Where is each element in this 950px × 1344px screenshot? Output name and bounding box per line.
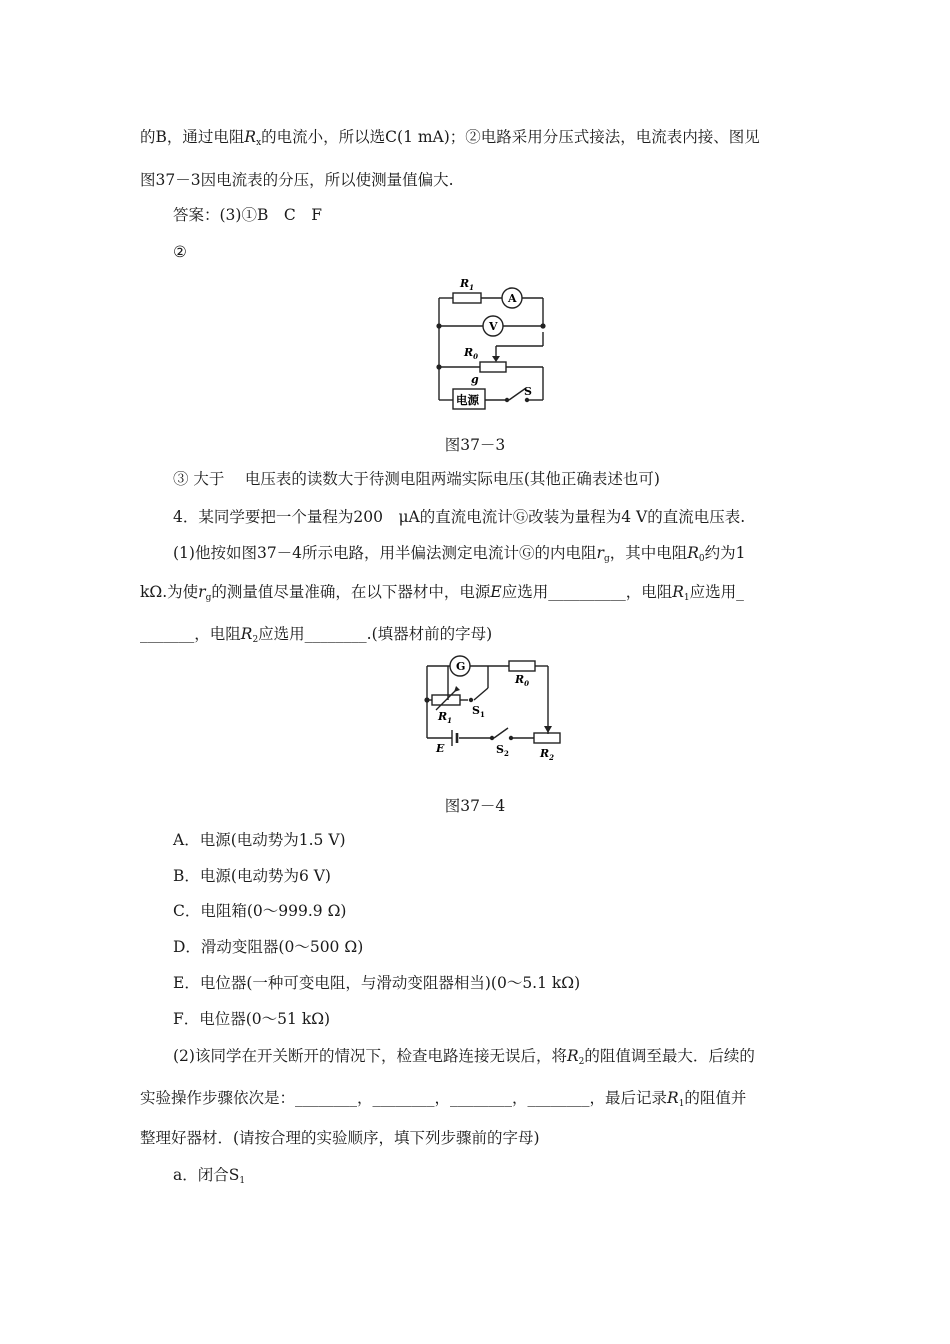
option-f: F．电位器(0～51 kΩ)	[173, 1010, 331, 1028]
r0-symbol: R	[687, 544, 699, 562]
q4-p1-l2-d: 应选用_	[689, 583, 744, 601]
answer-part3: ③ 大于 电压表的读数大于待测电阻两端实际电压(其他正确表述也可)	[173, 470, 660, 488]
fig1-g-label: g	[471, 373, 479, 386]
fig1-switch-label: S	[524, 385, 532, 398]
fig2-s1-label: $S_1$	[472, 704, 485, 719]
q4-p1-l2-c: 应选用__________，电阻	[501, 583, 673, 601]
voltmeter-label: V	[489, 320, 498, 333]
q4-p2-l1-b: 的阻值调至最大．后续的	[584, 1047, 755, 1065]
step-a	[173, 1165, 245, 1191]
p2-r2-symbol: R	[566, 1047, 579, 1065]
option-c: C．电阻箱(0～999.9 Ω)	[173, 902, 347, 920]
q4-p1-l2-a: kΩ.为使	[140, 583, 199, 601]
para1-line2: 图37－3因电流表的分压，所以使测量值偏大.	[140, 171, 454, 189]
fig2-e-label: E	[436, 742, 445, 755]
rg-subscript-2: g	[205, 593, 212, 603]
q4-p1-l3-b: 应选用________.(填器材前的字母)	[258, 625, 493, 643]
rg-symbol: r	[596, 544, 604, 562]
para1-line1-a: 的B，通过电阻	[140, 128, 245, 146]
q4-p1-l1-b: ，其中电阻	[609, 544, 688, 562]
option-b: B．电源(电动势为6 V)	[173, 867, 331, 885]
fig2-s2-label: $S_2$	[496, 743, 509, 758]
p2-r1-symbol: R	[667, 1089, 679, 1107]
rx-subscript: x	[256, 138, 262, 148]
option-e: E．电位器(一种可变电阻，与滑动变阻器相当)(0～5.1 kΩ)	[173, 974, 581, 992]
para1-line1-b: 的电流小，所以选C(1 mA)；②电路采用分压式接法，电流表内接、图见	[261, 128, 760, 146]
q4-part1-line3	[140, 624, 492, 650]
ammeter-label: A	[508, 292, 517, 305]
fig2-r2-label: $R_2$	[540, 747, 555, 762]
r0-subscript: 0	[698, 554, 705, 564]
q4-p1-l1-a: (1)他按如图37－4所示电路，用半偏法测定电流计Ⓖ的内电阻	[173, 544, 597, 562]
rg-subscript: g	[603, 554, 610, 564]
fig1-r0-label: $R_0$	[464, 346, 479, 361]
option-a: A．电源(电动势为1.5 V)	[173, 831, 346, 849]
p2-r1-subscript: 1	[678, 1099, 685, 1109]
q4-p2-l2-b: 的阻值并	[684, 1089, 747, 1107]
rx-symbol: R	[244, 128, 257, 146]
fig2-r0-label: $R_0$	[515, 673, 530, 688]
r1-symbol: R	[672, 583, 684, 601]
e-symbol: E	[490, 583, 502, 601]
galvanometer-label: G	[456, 660, 466, 673]
question-4-intro: 4．某同学要把一个量程为200 μA的直流电流计Ⓖ改装为量程为4 V的直流电压表.	[173, 508, 746, 526]
para1-line1	[140, 127, 760, 153]
q4-p1-l1-c: 约为1	[704, 544, 746, 562]
step-a-text: a．闭合S	[173, 1166, 240, 1184]
r2-symbol: R	[240, 625, 253, 643]
circuit-figure-37-4	[412, 652, 572, 764]
r2-subscript: 2	[252, 635, 259, 645]
answer-line: 答案：(3)①B C F	[173, 206, 322, 224]
rg-symbol-2: r	[198, 583, 206, 601]
q4-part2-line3: 整理好器材．(请按合理的实验顺序，填下列步骤前的字母)	[140, 1129, 540, 1147]
q4-part1-line2	[140, 582, 744, 608]
q4-part1-line1	[173, 543, 746, 569]
fig1-r1-label: $R_1$	[460, 277, 475, 292]
q4-part2-line2	[140, 1088, 746, 1114]
q4-part2-line1	[173, 1046, 755, 1072]
fig2-r1-label: $R_1$	[438, 710, 453, 725]
r1-subscript: 1	[683, 593, 690, 603]
p2-r2-subscript: 2	[578, 1057, 585, 1067]
power-source-label: 电源	[456, 393, 479, 407]
q4-p1-l2-b: 的测量值尽量准确，在以下器材中，电源	[211, 583, 491, 601]
figure-37-3-caption: 图37－3	[444, 436, 506, 454]
q4-p1-l3-a: _______，电阻	[140, 625, 241, 643]
answer-part2: ②	[173, 243, 187, 261]
q4-p2-l1-a: (2)该同学在开关断开的情况下，检查电路连接无误后，将	[173, 1047, 567, 1065]
q4-p2-l2-a: 实验操作步骤依次是：________，________，________，________，最后记录	[140, 1089, 668, 1107]
step-a-subscript: 1	[239, 1176, 246, 1186]
option-d: D．滑动变阻器(0～500 Ω)	[173, 938, 364, 956]
figure-37-4-caption: 图37－4	[444, 797, 506, 815]
circuit-figure-37-3	[430, 270, 560, 410]
